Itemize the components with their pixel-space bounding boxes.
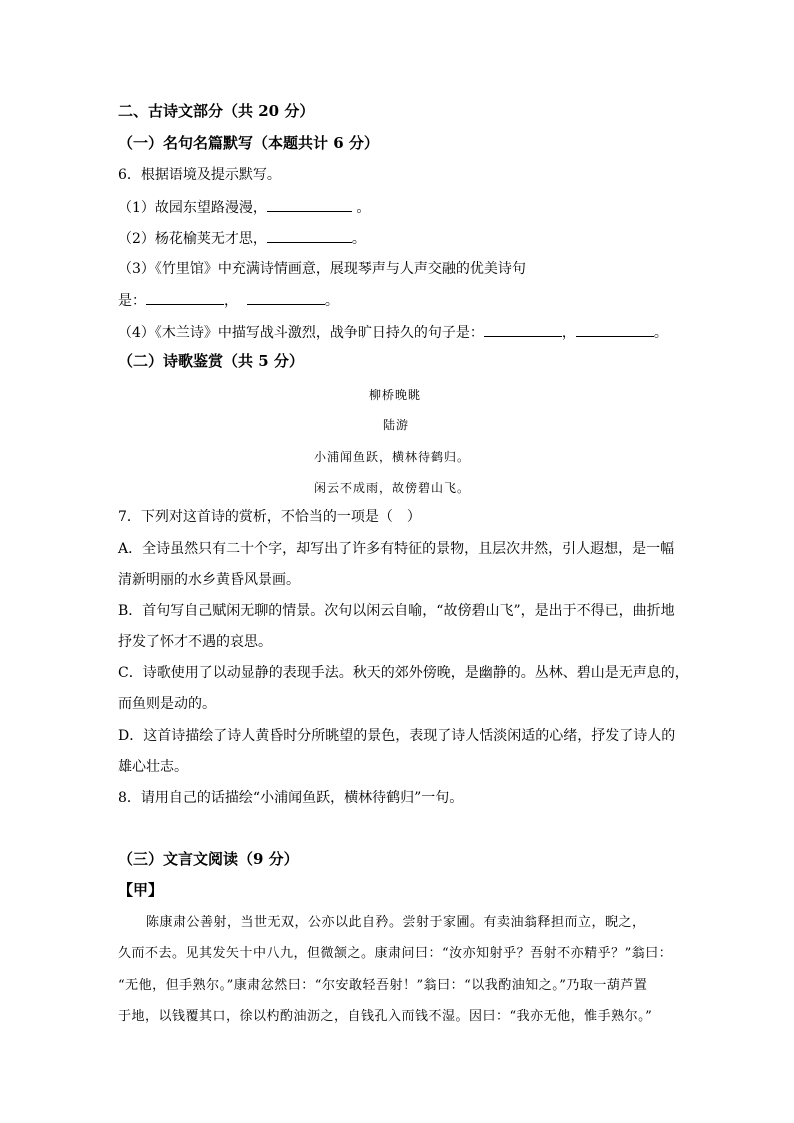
q6-item-4: （4）《木兰诗》中描写战斗激烈，战争旷日持久的句子是： ， 。	[118, 322, 668, 343]
passage-line-4: 于地，以钱覆其口，徐以杓酌油沥之，自钱孔入而钱不湿。因曰：“我亦无他，惟手熟尔。”	[118, 1009, 653, 1024]
answer-blank[interactable]	[146, 290, 224, 305]
answer-blank[interactable]	[247, 290, 325, 305]
q6-item-3-line2: 是： ， 。	[118, 290, 339, 311]
poem-author: 陆游	[383, 418, 410, 432]
option-d-line2: 雄心壮志。	[118, 759, 188, 775]
part3-title: （三）文言文阅读（9 分）	[118, 850, 299, 868]
question-7: 7．下列对这首诗的赏析，不恰当的一项是（ ）	[118, 509, 421, 525]
poem-title: 柳桥晚眺	[369, 388, 422, 402]
option-a-line2: 清新明丽的水乡黄昏风景画。	[118, 572, 300, 588]
part2-title: （二）诗歌鉴赏（共 5 分）	[118, 352, 304, 370]
option-d-line1: D．这首诗描绘了诗人黄昏时分所眺望的景色，表现了诗人恬淡闲适的心绪，抒发了诗人的	[118, 728, 676, 744]
poem-line-1: 小浦闻鱼跃，横林待鹤归。	[314, 450, 471, 464]
passage-label: 【甲】	[118, 881, 164, 899]
passage-line-2: 久而不去。见其发矢十中八九，但微颔之。康肃问曰：“汝亦知射乎？吾射不亦精乎？”翁曰：	[118, 946, 673, 961]
answer-blank[interactable]	[576, 322, 654, 337]
q6-item-3-line1: （3）《竹里馆》中充满诗情画意，展现琴声与人声交融的优美诗句	[118, 261, 526, 277]
answer-blank[interactable]	[267, 197, 352, 212]
question-8: 8．请用自己的话描绘“小浦闻鱼跃，横林待鹤归”一句。	[118, 790, 464, 806]
section-title: 二、古诗文部分（共 20 分）	[118, 102, 315, 120]
q6-item-1: （1）故园东望路漫漫， 。	[118, 197, 370, 218]
option-b-line2: 抒发了怀才不遇的哀思。	[118, 634, 272, 650]
part1-title: （一）名句名篇默写（本题共计 6 分）	[118, 134, 379, 152]
poem-line-2: 闲云不成雨，故傍碧山飞。	[314, 481, 471, 495]
option-a-line1: A．全诗虽然只有二十个字，却写出了许多有特征的景物，且层次井然，引人遐想，是一幅	[118, 541, 675, 557]
passage-line-1: 陈康肃公善射，当世无双，公亦以此自矜。尝射于家圃。有卖油翁释担而立，睨之，	[146, 915, 646, 930]
option-c-line2: 而鱼则是动的。	[118, 696, 216, 712]
answer-blank[interactable]	[267, 228, 352, 243]
option-b-line1: B．首句写自己赋闲无聊的情景。次句以闲云自喻，“故傍碧山飞”，是出于不得已，曲折地	[118, 603, 675, 619]
question-6: 6．根据语境及提示默写。	[118, 167, 281, 183]
q6-item-2: （2）杨花榆荚无才思， 。	[118, 228, 366, 249]
option-c-line1: C．诗歌使用了以动显静的表现手法。秋天的郊外傍晚，是幽静的。丛林、碧山是无声息的，	[118, 665, 689, 681]
passage-line-3: “无他，但手熟尔。”康肃忿然曰：“尔安敢轻吾射！”翁曰：“以我酌油知之。”乃取一葫芦置	[118, 978, 648, 993]
answer-blank[interactable]	[484, 322, 562, 337]
